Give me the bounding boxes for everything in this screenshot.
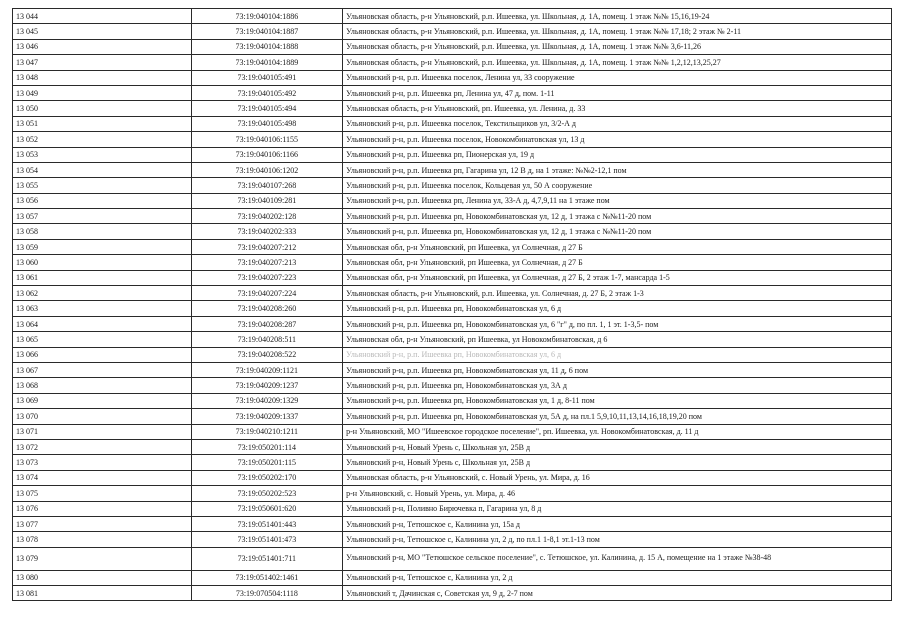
row-number-cell: 13 065 (13, 332, 192, 347)
row-number-cell: 13 054 (13, 162, 192, 177)
address-text: Ульяновский р-н, Тетюшское с, Калинина ул, 2 д (346, 573, 513, 583)
address-text: Ульяновский т, Дачинская с, Советская ул, 9 д, 2-7 пом (346, 588, 533, 598)
address-text: Ульяновский р-н, р.п. Ишеевка поселок, Кольцевая ул, 50 А сооружение (346, 180, 593, 190)
table-row (13, 286, 892, 301)
table-row (13, 532, 892, 547)
cadastral-number-cell: 73:19:040105:498 (191, 116, 343, 131)
cadastral-number-cell: 73:19:050202:523 (191, 486, 343, 501)
address-cell (343, 55, 892, 70)
table-row (13, 455, 892, 470)
address-cell (343, 378, 892, 393)
address-cell (343, 193, 892, 208)
table-row (13, 393, 892, 408)
cadastral-number-cell: 73:19:040104:1886 (191, 9, 343, 24)
row-number-cell: 13 079 (13, 547, 192, 570)
address-text: Ульяновский р-н, р.п. Ишеевка рп, Гагарина ул, 12 В д, на 1 этаже: №№2-12,1 пом (346, 165, 627, 175)
address-cell (343, 486, 892, 501)
cadastral-number-cell: 73:19:040207:212 (191, 239, 343, 254)
row-number-cell: 13 075 (13, 486, 192, 501)
address-text: Ульяновский р-н, Тетюшское с, Калинина ул, 2 д, по пл.1 1-8,1 эт.1-13 пом (346, 534, 600, 544)
row-number-cell: 13 072 (13, 439, 192, 454)
row-number-cell: 13 080 (13, 570, 192, 585)
address-cell (343, 570, 892, 585)
row-number-cell: 13 052 (13, 132, 192, 147)
cadastral-number-cell: 73:19:040105:491 (191, 70, 343, 85)
cadastral-number-cell: 73:19:040202:333 (191, 224, 343, 239)
address-text: р-н Ульяновский, с. Новый Урень, ул. Мира, д. 46 (346, 488, 516, 498)
address-cell (343, 239, 892, 254)
cadastral-number-cell: 73:19:051401:473 (191, 532, 343, 547)
address-cell (343, 393, 892, 408)
table-body (13, 9, 892, 601)
address-cell (343, 116, 892, 131)
row-number-cell: 13 078 (13, 532, 192, 547)
address-text: Ульяновский р-н, р.п. Ишеевка рп, Новокомбинатовская ул, 6 "г" д, по пл. 1, 1 эт. 1-3,5- пом (346, 319, 659, 329)
cadastral-number-cell: 73:19:070504:1118 (191, 586, 343, 601)
cadastral-number-cell: 73:19:040106:1202 (191, 162, 343, 177)
address-text: Ульяновская обл, р-н Ульяновский, рп Ишеевка, ул Солнечная, д 27 Б (346, 257, 583, 267)
address-cell (343, 470, 892, 485)
table-row (13, 378, 892, 393)
address-text: Ульяновская область, р-н Ульяновский, с. Новый Урень, ул. Мира, д. 16 (346, 473, 590, 483)
row-number-cell: 13 069 (13, 393, 192, 408)
table-row (13, 486, 892, 501)
document-sheet (12, 8, 892, 601)
cadastral-number-cell: 73:19:040207:213 (191, 255, 343, 270)
row-number-cell: 13 055 (13, 178, 192, 193)
table-row (13, 501, 892, 516)
cadastral-number-cell: 73:19:050601:620 (191, 501, 343, 516)
row-number-cell: 13 064 (13, 316, 192, 331)
address-text: Ульяновский р-н, р.п. Ишеевка рп, Новокомбинатовская ул, 12 д, 1 этажа с №№11-20 пом (346, 227, 652, 237)
address-text: Ульяновский р-н, Новый Урень с, Школьная ул, 25В д (346, 458, 531, 468)
address-cell (343, 255, 892, 270)
cadastral-number-cell: 73:19:040208:522 (191, 347, 343, 362)
address-text: Ульяновский р-н, р.п. Ишеевка рп, Новокомбинатовская ул, 6 д (346, 304, 562, 314)
row-number-cell: 13 046 (13, 39, 192, 54)
table-row (13, 409, 892, 424)
table-row (13, 516, 892, 531)
table-row (13, 301, 892, 316)
address-text: Ульяновский р-н, р.п. Ишеевка поселок, Ленина ул, 33 сооружение (346, 73, 575, 83)
cadastral-number-cell: 73:19:040104:1889 (191, 55, 343, 70)
cadastral-number-cell: 73:19:040106:1155 (191, 132, 343, 147)
row-number-cell: 13 057 (13, 209, 192, 224)
cadastral-number-cell: 73:19:050201:115 (191, 455, 343, 470)
cadastral-number-cell: 73:19:051401:711 (191, 547, 343, 570)
cadastral-number-cell: 73:19:051402:1461 (191, 570, 343, 585)
cadastral-number-cell: 73:19:040209:1329 (191, 393, 343, 408)
table-row (13, 162, 892, 177)
address-cell (343, 301, 892, 316)
address-cell (343, 409, 892, 424)
address-cell (343, 424, 892, 439)
address-cell (343, 347, 892, 362)
address-text: Ульяновский р-н, р.п. Ишеевка рп, Ленина ул, 47 д, пом. 1-11 (346, 88, 555, 98)
address-text: Ульяновская область, р-н Ульяновский, р.п. Ишеевка, ул. Школьная, д. 1А, помещ. 1 этаж №№ 3,6-11,26 (346, 42, 702, 52)
address-cell (343, 362, 892, 377)
address-cell (343, 270, 892, 285)
cadastral-number-cell: 73:19:040207:223 (191, 270, 343, 285)
address-cell (343, 547, 892, 570)
address-text: Ульяновский р-н, р.п. Ишеевка рп, Ленина ул, 33-А д, 4,7,9,11 на 1 этаже пом (346, 196, 610, 206)
cadastral-number-cell: 73:19:040107:268 (191, 178, 343, 193)
table-row (13, 470, 892, 485)
address-cell (343, 70, 892, 85)
table-row (13, 70, 892, 85)
row-number-cell: 13 048 (13, 70, 192, 85)
table-row (13, 209, 892, 224)
address-cell (343, 39, 892, 54)
address-text: Ульяновский р-н, р.п. Ишеевка рп, Пионерская ул, 19 д (346, 150, 535, 160)
row-number-cell: 13 066 (13, 347, 192, 362)
cadastral-number-cell: 73:19:051401:443 (191, 516, 343, 531)
row-number-cell: 13 059 (13, 239, 192, 254)
address-cell (343, 24, 892, 39)
table-row (13, 193, 892, 208)
cadastral-number-cell: 73:19:040202:128 (191, 209, 343, 224)
address-text: Ульяновская обл, р-н Ульяновский, рп Ишеевка, ул Солнечная, д 27 Б, 2 этаж 1-7, мансарда 1-5 (346, 273, 670, 283)
cadastral-number-cell: 73:19:050202:170 (191, 470, 343, 485)
row-number-cell: 13 050 (13, 101, 192, 116)
table-row (13, 570, 892, 585)
address-text: Ульяновский р-н, Поливно Бирючевка п, Гагарина ул, 8 д (346, 504, 542, 514)
row-number-cell: 13 058 (13, 224, 192, 239)
row-number-cell: 13 077 (13, 516, 192, 531)
table-row (13, 362, 892, 377)
row-number-cell: 13 053 (13, 147, 192, 162)
address-text: Ульяновская область, р-н Ульяновский, р.п. Ишеевка, ул. Солнечная, д. 27 Б, 2 этаж 1-3 (346, 288, 644, 298)
address-cell (343, 9, 892, 24)
row-number-cell: 13 074 (13, 470, 192, 485)
address-text: Ульяновский р-н, р.п. Ишеевка рп, Новокомбинатовская ул, 1 д, 8-11 пом (346, 396, 595, 406)
cadastral-number-cell: 73:19:040210:1211 (191, 424, 343, 439)
address-cell (343, 516, 892, 531)
cadastral-number-cell: 73:19:040208:511 (191, 332, 343, 347)
address-cell (343, 101, 892, 116)
table-row (13, 9, 892, 24)
row-number-cell: 13 060 (13, 255, 192, 270)
cadastral-number-cell: 73:19:040105:492 (191, 85, 343, 100)
row-number-cell: 13 070 (13, 409, 192, 424)
table-row (13, 424, 892, 439)
table-row (13, 332, 892, 347)
row-number-cell: 13 049 (13, 85, 192, 100)
cadastral-number-cell: 73:19:040207:224 (191, 286, 343, 301)
cadastral-number-cell: 73:19:040209:1337 (191, 409, 343, 424)
table-row (13, 55, 892, 70)
cadastral-number-cell: 73:19:040104:1888 (191, 39, 343, 54)
address-text: Ульяновский р-н, р.п. Ишеевка рп, Новокомбинатовская ул, 12 д, 1 этажа с №№11-20 пом (346, 211, 652, 221)
address-cell (343, 85, 892, 100)
row-number-cell: 13 071 (13, 424, 192, 439)
row-number-cell: 13 047 (13, 55, 192, 70)
address-cell (343, 455, 892, 470)
table-row (13, 270, 892, 285)
address-text: р-н Ульяновский, МО "Ишеевское городское поселение", рп. Ишеевка, ул. Новокомбинатовская, д. 11 д (346, 427, 699, 437)
table-row (13, 224, 892, 239)
address-text: Ульяновский р-н, Новый Урень с, Школьная ул, 25В д (346, 442, 531, 452)
address-text: Ульяновский р-н, Тетюшское с, Калинина ул, 15а д (346, 519, 520, 529)
address-text: Ульяновская область, р-н Ульяновский, р.п. Ишеевка, ул. Школьная, д. 1А, помещ. 1 этаж №№ 15,16,19-24 (346, 11, 710, 21)
cadastral-number-cell: 73:19:040104:1887 (191, 24, 343, 39)
address-text: Ульяновский р-н, р.п. Ишеевка поселок, Текстильщиков ул, 3/2-А д (346, 119, 576, 129)
address-text: Ульяновская область, р-н Ульяновский, р.п. Ишеевка, ул. Школьная, д. 1А, помещ. 1 этаж №№ 17,18; 2 этаж № 2-11 (346, 27, 742, 37)
address-cell (343, 532, 892, 547)
table-row (13, 116, 892, 131)
address-cell (343, 286, 892, 301)
cadastral-number-cell: 73:19:050201:114 (191, 439, 343, 454)
address-text: Ульяновский р-н, р.п. Ишеевка рп, Новокомбинатовская ул, 3А д (346, 381, 567, 391)
row-number-cell: 13 076 (13, 501, 192, 516)
address-text: Ульяновская область, р-н Ульяновский, р.п. Ишеевка, ул. Школьная, д. 1А, помещ. 1 этаж №№ 1,2,12,13,25,27 (346, 57, 721, 67)
address-cell (343, 132, 892, 147)
address-text: Ульяновский р-н, МО "Тетюшское сельское поселение", с. Тетюшское, ул. Калинина, д. 15 А, помещение на 1 этаже №38-48 (346, 553, 772, 563)
table-row (13, 132, 892, 147)
table-row (13, 439, 892, 454)
cadastral-number-cell: 73:19:040209:1121 (191, 362, 343, 377)
address-cell (343, 147, 892, 162)
table-row (13, 239, 892, 254)
row-number-cell: 13 056 (13, 193, 192, 208)
row-number-cell: 13 045 (13, 24, 192, 39)
address-cell (343, 501, 892, 516)
table-row (13, 316, 892, 331)
address-text: Ульяновская обл, р-н Ульяновский, рп Ишеевка, ул Солнечная, д 27 Б (346, 242, 583, 252)
property-register-table (12, 8, 892, 601)
address-cell (343, 162, 892, 177)
row-number-cell: 13 068 (13, 378, 192, 393)
address-text: Ульяновский р-н, р.п. Ишеевка рп, Новокомбинатовская ул, 5А д, на пл.1 5,9,10,11,13,14,16,18,19,20 пом (346, 411, 702, 421)
row-number-cell: 13 067 (13, 362, 192, 377)
cadastral-number-cell: 73:19:040109:281 (191, 193, 343, 208)
address-text: Ульяновский р-н, р.п. Ишеевка поселок, Новокомбинатовская ул, 13 д (346, 134, 585, 144)
row-number-cell: 13 051 (13, 116, 192, 131)
table-row (13, 347, 892, 362)
table-row (13, 586, 892, 601)
table-row (13, 85, 892, 100)
row-number-cell: 13 073 (13, 455, 192, 470)
address-cell (343, 316, 892, 331)
row-number-cell: 13 044 (13, 9, 192, 24)
row-number-cell: 13 081 (13, 586, 192, 601)
cadastral-number-cell: 73:19:040208:287 (191, 316, 343, 331)
cadastral-number-cell: 73:19:040208:260 (191, 301, 343, 316)
table-row (13, 147, 892, 162)
address-cell (343, 224, 892, 239)
address-text: Ульяновский р-н, р.п. Ишеевка рп, Новокомбинатовская ул, 11 д, 6 пом (346, 365, 588, 375)
row-number-cell: 13 063 (13, 301, 192, 316)
address-cell (343, 178, 892, 193)
table-row (13, 178, 892, 193)
row-number-cell: 13 061 (13, 270, 192, 285)
table-row (13, 547, 892, 570)
address-text: Ульяновский р-н, р.п. Ишеевка рп, Новокомбинатовская ул, 6 д (346, 350, 562, 360)
table-row (13, 39, 892, 54)
table-row (13, 255, 892, 270)
address-text: Ульяновская обл, р-н Ульяновский, рп Ишеевка, ул Новокомбинатовская, д 6 (346, 334, 608, 344)
address-cell (343, 439, 892, 454)
address-cell (343, 209, 892, 224)
address-text: Ульяновская область, р-н Ульяновский, рп. Ишеевка, ул. Ленина, д. 33 (346, 104, 586, 114)
row-number-cell: 13 062 (13, 286, 192, 301)
cadastral-number-cell: 73:19:040209:1237 (191, 378, 343, 393)
address-cell (343, 332, 892, 347)
cadastral-number-cell: 73:19:040106:1166 (191, 147, 343, 162)
table-row (13, 24, 892, 39)
table-row (13, 101, 892, 116)
address-cell (343, 586, 892, 601)
cadastral-number-cell: 73:19:040105:494 (191, 101, 343, 116)
